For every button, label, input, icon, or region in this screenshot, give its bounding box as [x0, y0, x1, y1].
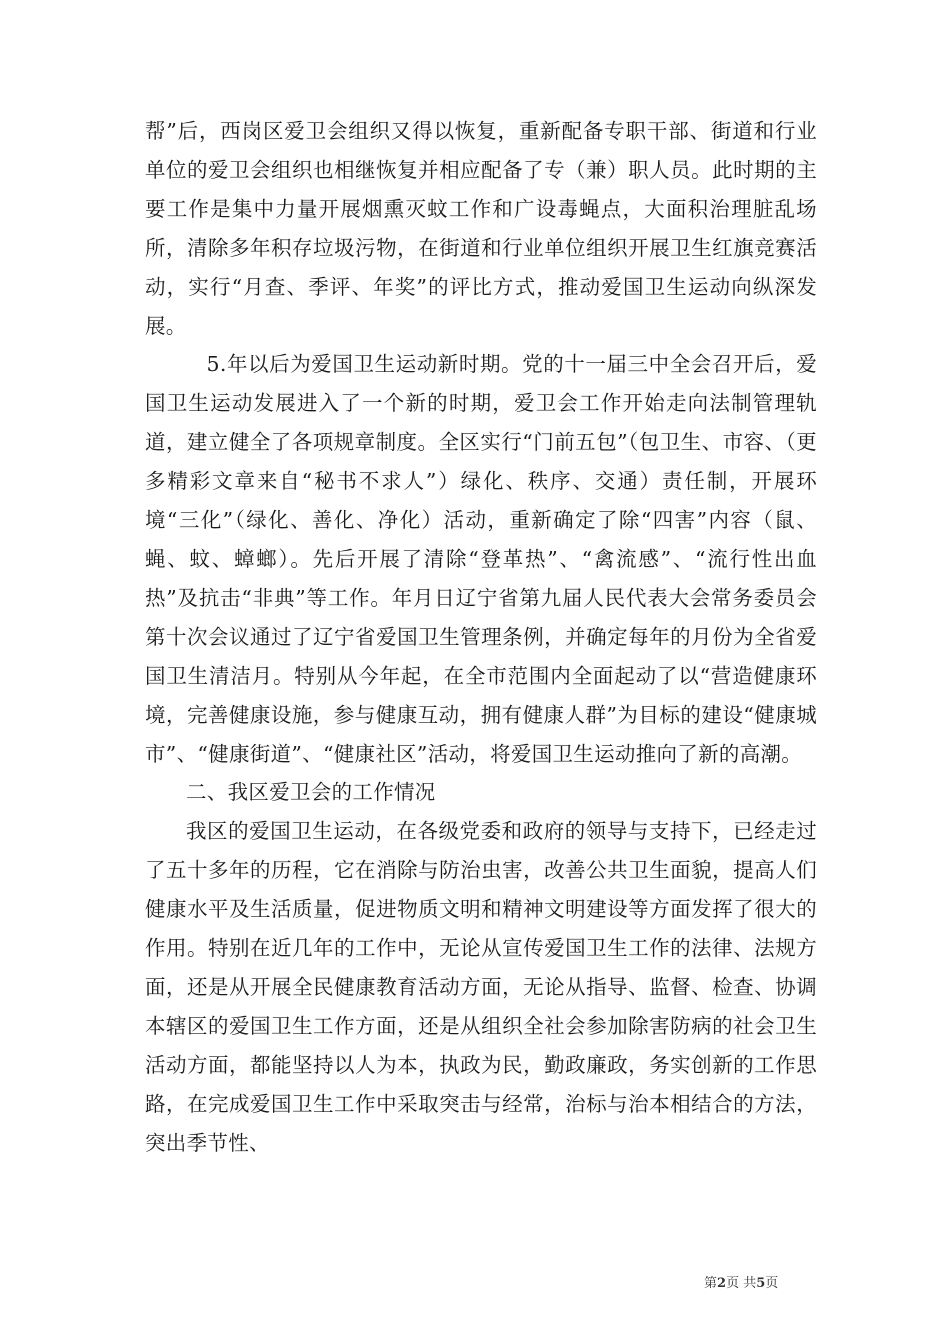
- section-heading: 二、我区爱卫会的工作情况: [186, 780, 436, 805]
- document-body: [145, 112, 817, 1162]
- page-number: [704, 1272, 778, 1291]
- paragraph-continuation: 帮”后，西岗区爱卫会组织又得以恢复，重新配备专职干部、街道和行业单位的爱卫会组织也相继恢复并相应配备了专（兼）职人员。此时期的主要工作是集中力量开展烟熏灭蚊工作和广设毒蝇点，大面积治理脏乱场所，清除多年积存垃圾污物，在街道和行业单位组织开展卫生红旗竞赛活动，实行“月查、季评、年奖”的评比方式，推动爱国卫生运动向纵深发展。: [145, 119, 817, 338]
- page-number-current: 2: [717, 1276, 727, 1291]
- paragraph-new-period: 5.年以后为爱国卫生运动新时期。党的十一届三中全会召开后，爱国卫生运动发展进入了一个新的时期，爱卫会工作开始走向法制管理轨道，建立健全了各项规章制度。全区实行“门前五包”（包卫生、市容、（更多精彩文章来自“秘书不求人”）绿化、秩序、交通）责任制，开展环境“三化”（绿化、善化、净化）活动，重新确定了除“四害”内容（鼠、蝇、蚊、蟑螂）。先后开展了清除“登革热”、“禽流感”、“流行性出血热”及抗击“非典”等工作。年月日辽宁省第九届人民代表大会常务委员会第十次会议通过了辽宁省爱国卫生管理条例，并确定每年的月份为全省爱国卫生清洁月。特别从今年起，在全市范围内全面起动了以“营造健康环境，完善健康设施，参与健康互动，拥有健康人群”为目标的建设“健康城市”、“健康街道”、“健康社区”活动，将爱国卫生运动推向了新的高潮。: [145, 352, 817, 766]
- page-number-total: 5: [756, 1276, 766, 1291]
- page-number-prefix: 第: [704, 1276, 718, 1291]
- page-number-middle: 页 共: [726, 1276, 757, 1291]
- paragraph-work-situation: 我区的爱国卫生运动，在各级党委和政府的领导与支持下，已经走过了五十多年的历程，它在消除与防治虫害，改善公共卫生面貌，提高人们健康水平及生活质量，促进物质文明和精神文明建设等方面发挥了很大的作用。特别在近几年的工作中，无论从宣传爱国卫生工作的法律、法规方面，还是从开展全民健康教育活动方面，无论从指导、监督、检查、协调本辖区的爱国卫生工作方面，还是从组织全社会参加除害防病的社会卫生活动方面，都能坚持以人为本，执政为民，勤政廉政，务实创新的工作思路，在完成爱国卫生工作中采取突击与经常，治标与治本相结合的方法，突出季节性、: [145, 819, 817, 1155]
- page-number-suffix: 页: [765, 1276, 779, 1291]
